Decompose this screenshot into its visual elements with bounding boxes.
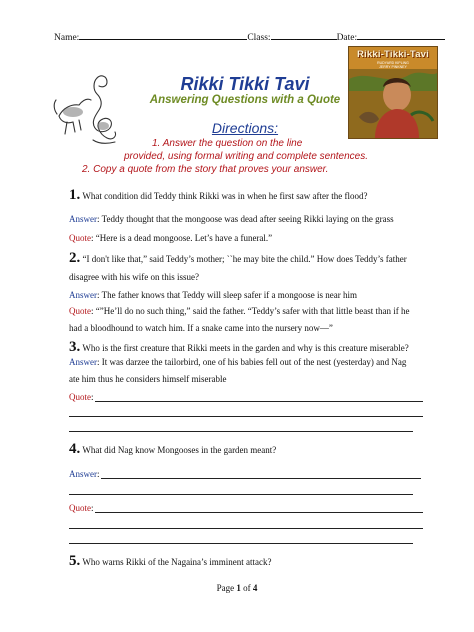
quote-2-line-2: had a bloodhound to watch him. If a snake came into the nursery now—” <box>69 323 333 333</box>
question-text: Who warns Rikki of the Nagaina’s imminent attack? <box>80 557 272 567</box>
question-text: Who is the first creature that Rikki meets in the garden and why is this creature miserable? <box>80 343 409 353</box>
date-label: Date: <box>336 33 358 43</box>
question-4 <box>69 441 277 457</box>
cover-credits <box>349 61 437 69</box>
cover-title: Rikki-Tikki-Tavi <box>356 49 429 60</box>
answer-label: Answer <box>69 357 97 367</box>
question-3 <box>69 339 409 355</box>
direction-1-line-2: provided, using formal writing and complete sentences. <box>124 151 369 162</box>
question-5 <box>69 553 272 569</box>
quote-label: Quote <box>69 306 91 316</box>
page-number: 1 <box>236 583 241 593</box>
question-text: “I don't like that,” said Teddy’s mother; ``he may bite the child.” How does Teddy’s father <box>80 254 407 264</box>
answer-4-line[interactable] <box>101 478 421 479</box>
cover-illustrator: JERRY PINKNEY <box>379 65 407 69</box>
header-fields <box>54 30 445 43</box>
directions-heading: Directions: <box>211 120 279 136</box>
question-1 <box>69 187 368 203</box>
direction-1-line-1: 1. Answer the question on the line <box>152 138 303 149</box>
question-number: 4. <box>69 441 81 457</box>
quote-4: Quote: <box>69 503 94 513</box>
quote-4-line[interactable] <box>95 512 423 513</box>
answer-4: Answer: <box>69 469 100 479</box>
class-line[interactable] <box>271 30 337 40</box>
question-number: 3. <box>69 339 81 355</box>
quote-3-line[interactable] <box>69 416 423 417</box>
book-cover-image <box>348 46 438 139</box>
answer-3 <box>69 357 406 368</box>
question-number: 1. <box>69 187 81 203</box>
name-label: Name: <box>54 33 80 43</box>
question-2 <box>69 250 407 266</box>
answer-3-line-2: ate him thus he considers himself miserable <box>69 374 227 384</box>
answer-label: Answer <box>69 469 97 479</box>
quote-3-line[interactable] <box>69 431 413 432</box>
quote-2 <box>69 306 410 317</box>
page-subtitle: Answering Questions with a Quote <box>149 94 341 106</box>
quote-4-line[interactable] <box>69 528 423 529</box>
answer-text: : The father knows that Teddy will sleep safer if a mongoose is near him <box>97 290 357 300</box>
question-number: 5. <box>69 553 81 569</box>
question-text: What condition did Teddy think Rikki was in when he first saw after the flood? <box>80 191 368 201</box>
answer-text: : Teddy thought that the mongoose was dead after seeing Rikki laying on the grass <box>97 214 394 224</box>
direction-2: 2. Copy a quote from the story that proves your answer. <box>82 164 329 175</box>
answer-2 <box>69 290 357 301</box>
quote-label: Quote <box>69 233 91 243</box>
answer-text: : It was darzee the tailorbird, one of his babies fell out of the nest (yesterday) and Nag <box>97 357 407 367</box>
class-label: Class: <box>247 33 271 43</box>
page-footer: Page 1 of 4 <box>216 583 258 593</box>
page-total: 4 <box>252 583 258 593</box>
quote-3-line[interactable] <box>95 401 423 402</box>
date-line[interactable] <box>357 30 445 40</box>
answer-4-line[interactable] <box>69 494 413 495</box>
quote-label: Quote <box>69 503 91 513</box>
question-text: What did Nag know Mongooses in the garden meant? <box>80 445 277 455</box>
page-title: Rikki Tikki Tavi <box>180 74 310 94</box>
quote-3: Quote: <box>69 392 94 402</box>
answer-label: Answer <box>69 290 97 300</box>
answer-1 <box>69 214 394 225</box>
quote-4-line[interactable] <box>69 543 413 544</box>
cover-author: RUDYARD KIPLING <box>377 61 409 65</box>
quote-label: Quote <box>69 392 91 402</box>
quote-1 <box>69 233 272 244</box>
question-2-line-2: disagree with his wife on this issue? <box>69 272 199 282</box>
quote-text: : “”He’ll do no such thing,” said the father. “Teddy’s safer with that little beast than if he <box>91 306 410 316</box>
answer-label: Answer <box>69 214 97 224</box>
name-line[interactable] <box>79 30 247 40</box>
mongoose-cobra-illustration <box>53 70 121 148</box>
question-number: 2. <box>69 250 81 266</box>
quote-text: : “Here is a dead mongoose. Let’s have a funeral.” <box>91 233 273 243</box>
